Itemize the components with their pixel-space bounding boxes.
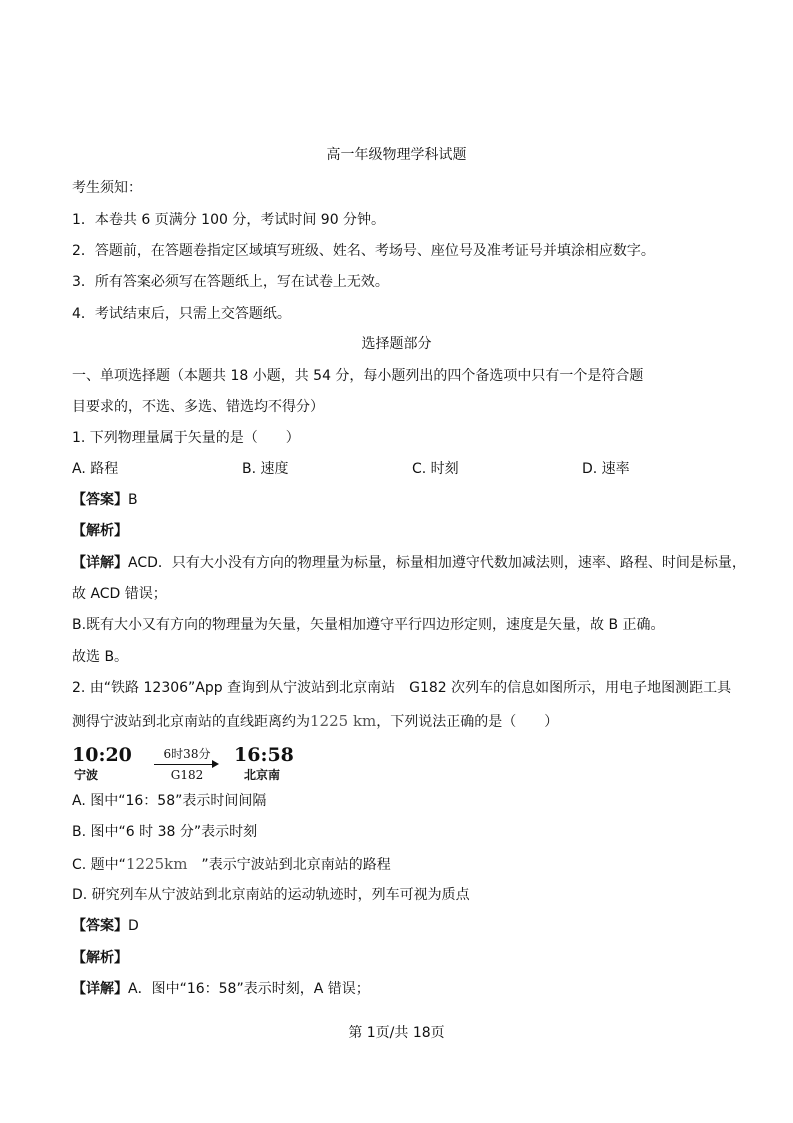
depart-station: 宁波 xyxy=(74,768,99,782)
q1-detail-line3: B.既有大小又有方向的物理量为矢量，矢量相加遵守平行四边形定则，速度是矢量，故 B 正确。 xyxy=(72,617,665,633)
answer-tag: 【答案】 xyxy=(72,918,128,934)
q2-stem-line1: 2. 由“铁路 12306”App 查询到从宁波站到北京南站 G182 次列车的信息如图所示，用电子地图测距工具 xyxy=(72,680,732,696)
q2-option-d: D. 研究列车从宁波站到北京南站的运动轨迹时，列车可视为质点 xyxy=(72,887,470,903)
arrive-station: 北京南 xyxy=(244,768,281,782)
q1-option-c: C. 时刻 xyxy=(412,461,459,477)
distance-value: 1225 km xyxy=(310,712,377,730)
train-number: G182 xyxy=(170,768,204,782)
q2-stem-line2: 测得宁波站到北京南站的直线距离约为1225 km，下列说法正确的是（ ） xyxy=(72,712,559,730)
q1-analysis-tag: 【解析】 xyxy=(72,523,128,539)
distance-value-c: 1225km xyxy=(125,855,188,873)
q2-option-a: A. 图中“16：58”表示时间间隔 xyxy=(72,793,267,809)
notice-item-3: 3．所有答案必须写在答题纸上，写在试卷上无效。 xyxy=(72,274,389,290)
detail-tag: 【详解】 xyxy=(72,981,128,997)
q1-option-b: B. 速度 xyxy=(242,461,289,477)
q1-answer xyxy=(72,490,138,510)
q2-answer xyxy=(72,916,139,936)
section-title: 选择题部分 xyxy=(361,336,432,352)
page-footer: 第 1页/共 18页 xyxy=(348,1025,445,1041)
notice-item-1: 1．本卷共 6 页满分 100 分，考试时间 90 分钟。 xyxy=(72,212,386,228)
part1-instructions-line1: 一、单项选择题（本题共 18 小题，共 54 分，每小题列出的四个备选项中只有一个是符合题 xyxy=(72,368,644,384)
q2-detail-line1: 【详解】A．图中“16：58”表示时刻，A 错误； xyxy=(72,981,370,997)
train-info-figure xyxy=(72,744,312,786)
arrow-line xyxy=(154,764,214,765)
answer-tag: 【答案】 xyxy=(72,492,128,508)
q1-stem: 1. 下列物理量属于矢量的是（ ） xyxy=(72,430,300,446)
q1-detail-line4: 故选 B。 xyxy=(72,649,129,665)
notice-item-2: 2．答题前，在答题卷指定区域填写班级、姓名、考场号、座位号及准考证号并填涂相应数字。 xyxy=(72,243,655,259)
notice-item-4: 4．考试结束后，只需上交答题纸。 xyxy=(72,306,291,322)
arrow-right-icon xyxy=(212,760,219,768)
q2-option-b: B. 图中“6 时 38 分”表示时刻 xyxy=(72,824,258,840)
detail-tag: 【详解】 xyxy=(72,555,128,571)
q1-option-d: D. 速率 xyxy=(582,461,630,477)
notice-heading: 考生须知： xyxy=(72,180,142,196)
q1-detail-line2: 故 ACD 错误； xyxy=(72,586,167,602)
depart-time: 10:20 xyxy=(72,744,132,766)
page-title: 高一年级物理学科试题 xyxy=(326,147,467,163)
q1-detail-line1: 【详解】ACD．只有大小没有方向的物理量为标量，标量相加遵守代数加减法则，速率、路程、时间是标量， xyxy=(72,555,746,571)
arrive-time: 16:58 xyxy=(234,744,294,766)
travel-duration: 6时38分 xyxy=(163,747,211,761)
q1-answer-value: B xyxy=(128,492,138,508)
q2-answer-value: D xyxy=(128,918,139,934)
part1-instructions-line2: 目要求的，不选、多选、错选均不得分） xyxy=(72,399,324,415)
q2-option-c: C. 题中“1225km ”表示宁波站到北京南站的路程 xyxy=(72,855,391,873)
q2-analysis-tag: 【解析】 xyxy=(72,950,128,966)
q1-option-a: A. 路程 xyxy=(72,461,119,477)
